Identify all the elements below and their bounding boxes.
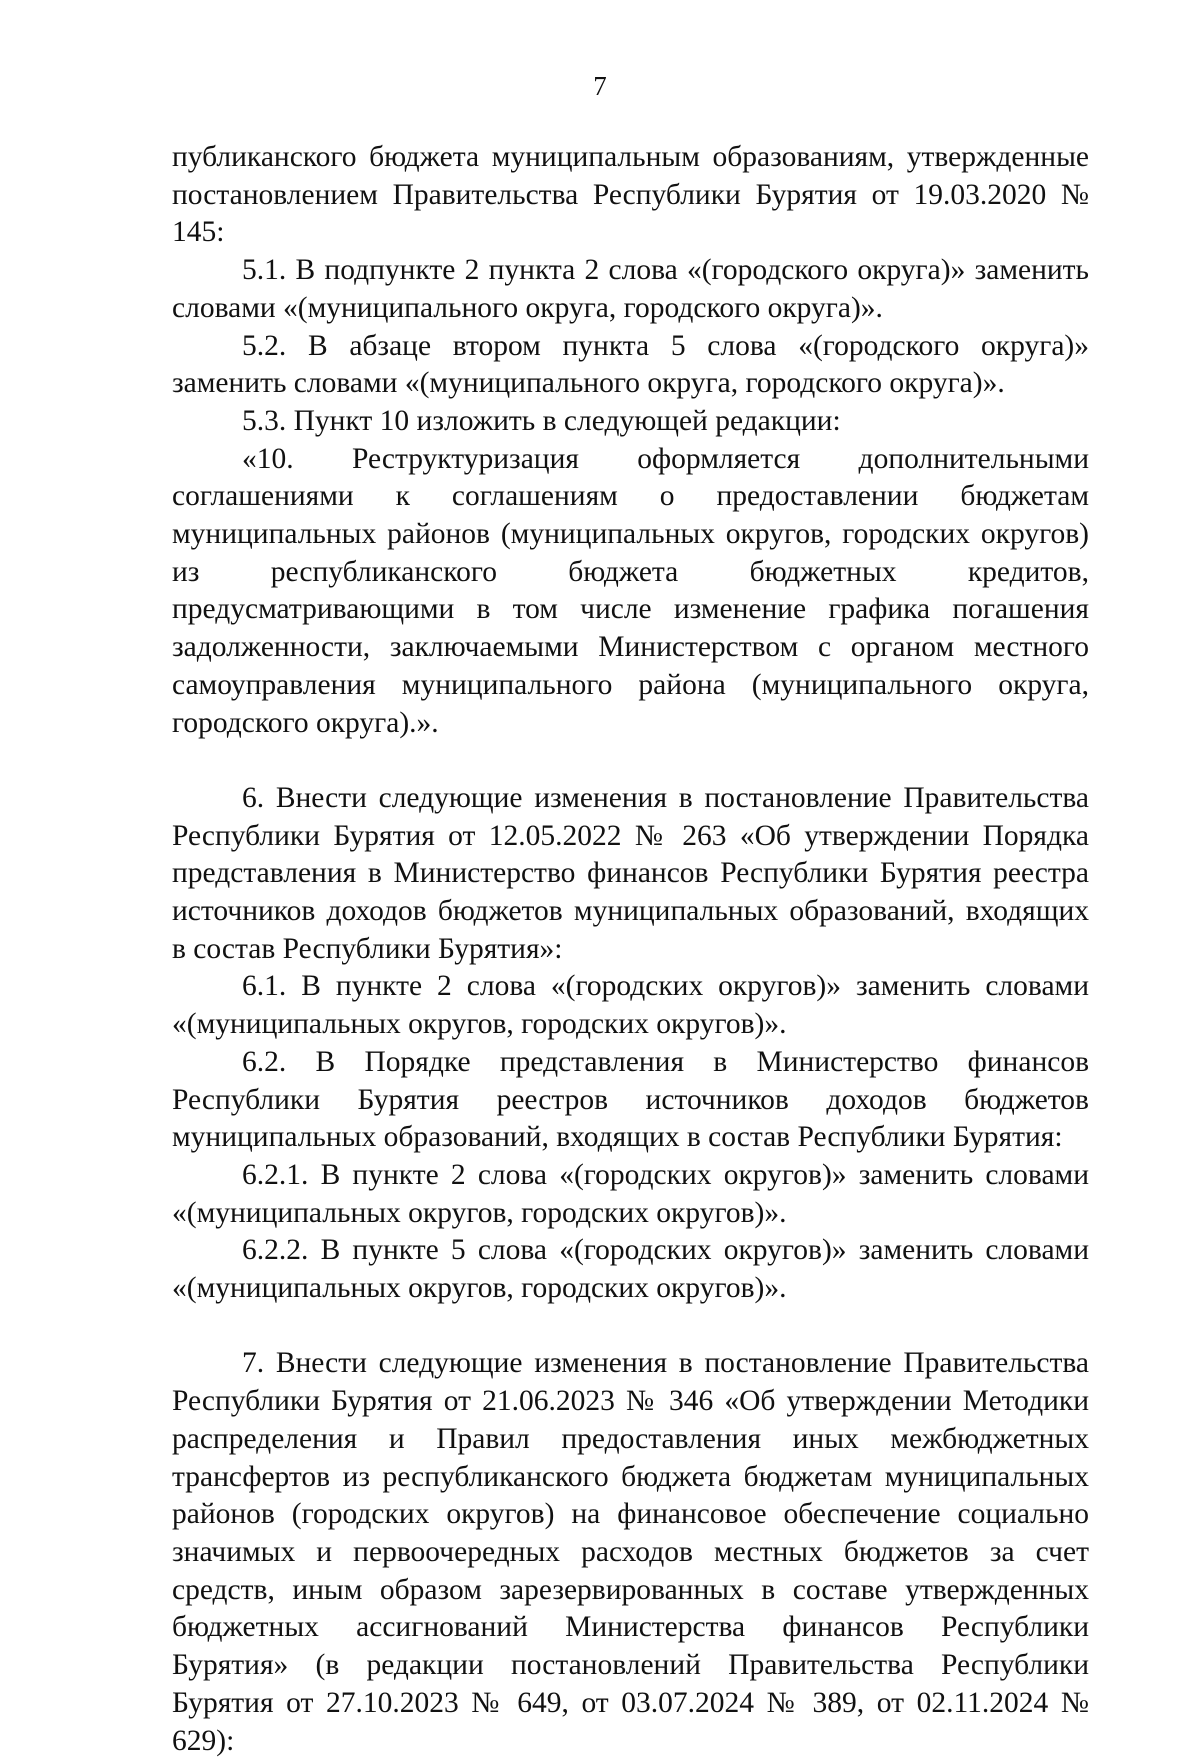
paragraph: 5.1. В подпункте 2 пункта 2 слова «(городского округа)» заменить словами «(муниципального округа, городского округа)». — [172, 254, 1089, 324]
document-body — [172, 139, 1089, 1760]
paragraph-gap — [172, 1308, 1089, 1346]
paragraph: «10. Реструктуризация оформляется дополнительными соглашениями к соглашениям о предоставлении бюджетам муниципальных районов (муниципальных округов, городских округов) из республиканского бюджета бюджетных кредитов, предусматривающими в том числе изменение графика погашения задолженности, заключаемыми Министерством с органом местного самоуправления муниципального района (муниципального округа, городского округа).». — [172, 442, 1089, 739]
paragraph: публиканского бюджета муниципальным образованиям, утвержденные постановлением Правительства Республики Бурятия от 19.03.2020 № 145: — [172, 141, 1089, 249]
paragraph: 7. Внести следующие изменения в постановление Правительства Республики Бурятия от 21.06.2023 № 346 «Об утверждении Методики распределения и Правил предоставления иных межбюджетных трансфертов из республиканского бюджета бюджетам муниципальных районов (городских округов) на финансовое обеспечение социально значимых и первоочередных расходов местных бюджетов за счет средств, иным образом зарезервированных в составе утвержденных бюджетных ассигнований Министерства финансов Республики Бурятия» (в редакции постановлений Правительства Республики Бурятия от 27.10.2023 № 649, от 03.07.2024 № 389, от 02.11.2024 № 629): — [172, 1347, 1089, 1757]
paragraph: 5.3. Пункт 10 изложить в следующей редакции: — [242, 404, 841, 437]
paragraph: 6.2.1. В пункте 2 слова «(городских округов)» заменить словами «(муниципальных округов, городских округов)». — [172, 1158, 1089, 1229]
paragraph-gap — [172, 742, 1089, 780]
paragraph: 6.2. В Порядке представления в Министерство финансов Республики Бурятия реестров источников доходов бюджетов муниципальных образований, входящих в состав Республики Бурятия: — [172, 1045, 1089, 1154]
paragraph: 6.1. В пункте 2 слова «(городских округов)» заменить словами «(муниципальных округов, городских округов)». — [172, 970, 1089, 1041]
paragraph: 6. Внести следующие изменения в постановление Правительства Республики Бурятия от 12.05.2022 № 263 «Об утверждении Порядка представления в Министерство финансов Республики Бурятия реестра источников доходов бюджетов муниципальных образований, входящих в состав Республики Бурятия»: — [172, 781, 1089, 965]
page-number: 7 — [593, 71, 607, 101]
paragraph: 6.2.2. В пункте 5 слова «(городских округов)» заменить словами «(муниципальных округов, городских округов)». — [172, 1234, 1089, 1305]
paragraph: 5.2. В абзаце втором пункта 5 слова «(городского округа)» заменить словами «(муниципального округа, городского округа)». — [172, 329, 1089, 400]
